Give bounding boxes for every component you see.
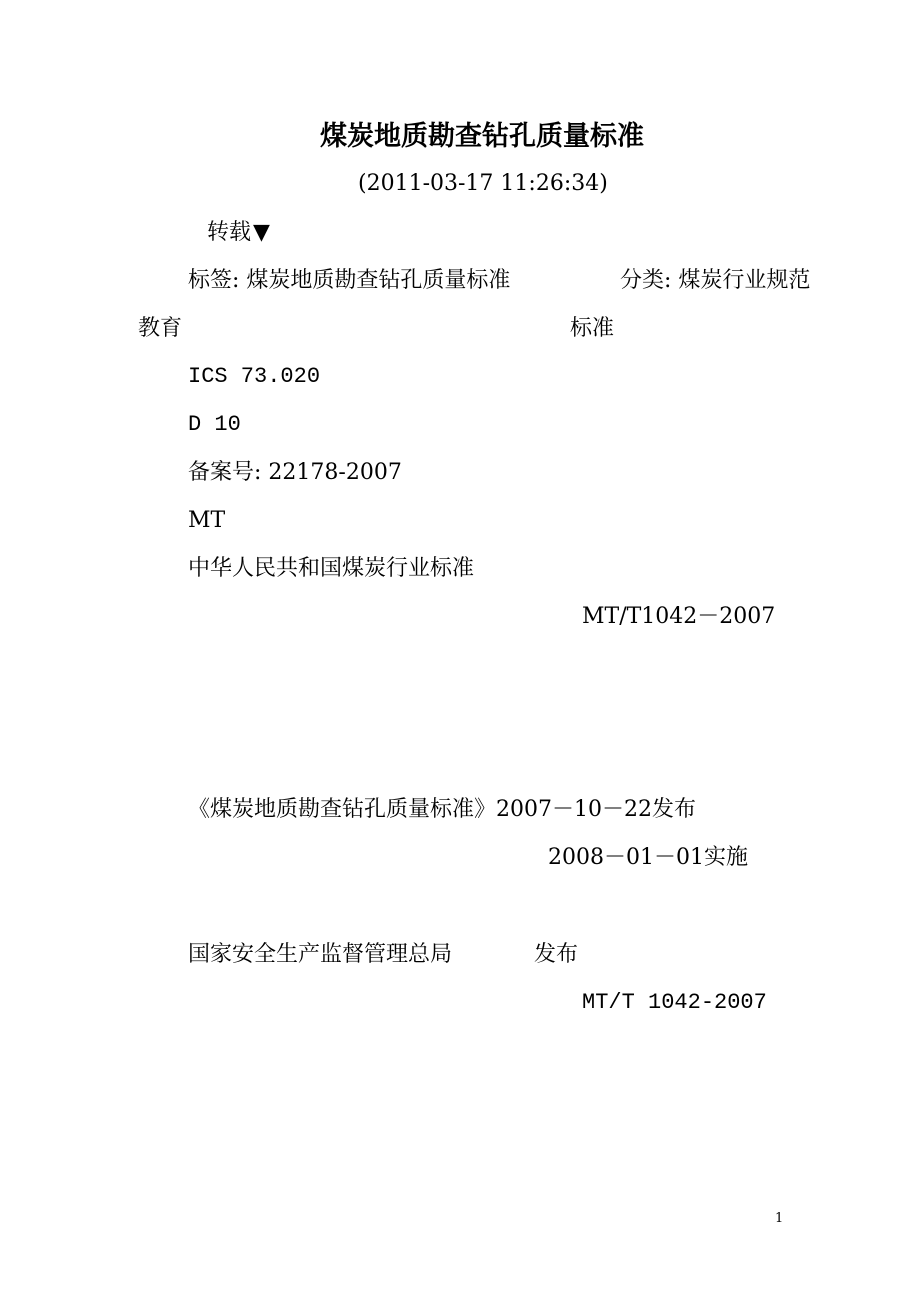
category-line: 分类: 煤炭行业规范 xyxy=(620,268,811,293)
mt-label: MT xyxy=(188,508,226,533)
tags-line: 标签: 煤炭地质勘查钻孔质量标准 xyxy=(188,268,511,293)
document-title: 煤炭地质勘查钻孔质量标准 xyxy=(320,121,644,152)
post-datetime: (2011-03-17 11:26:34) xyxy=(358,171,608,196)
category-wrap-text: 标准 xyxy=(570,316,615,341)
issuer-name: 国家安全生产监督管理总局 xyxy=(188,942,453,967)
repost-label: 转载 xyxy=(207,220,252,245)
record-number: 备案号: 22178-2007 xyxy=(188,460,402,485)
issuer-action: 发布 xyxy=(534,942,579,967)
dropdown-triangle-icon: ▼ xyxy=(253,220,270,245)
implement-line: 2008－01－01实施 xyxy=(548,845,748,870)
publish-line: 《煤炭地质勘查钻孔质量标准》2007－10－22发布 xyxy=(188,797,696,822)
page-number: 1 xyxy=(775,1211,784,1226)
standard-code: MT/T1042－2007 xyxy=(582,604,776,629)
tag-wrap-text: 教育 xyxy=(138,316,183,341)
repost-button[interactable] xyxy=(207,220,270,246)
class-code: D 10 xyxy=(188,412,241,437)
standard-code-footer: MT/T 1042-2007 xyxy=(582,990,767,1015)
ics-code: ICS 73.020 xyxy=(188,364,321,389)
industry-standard-heading: 中华人民共和国煤炭行业标准 xyxy=(188,556,475,581)
